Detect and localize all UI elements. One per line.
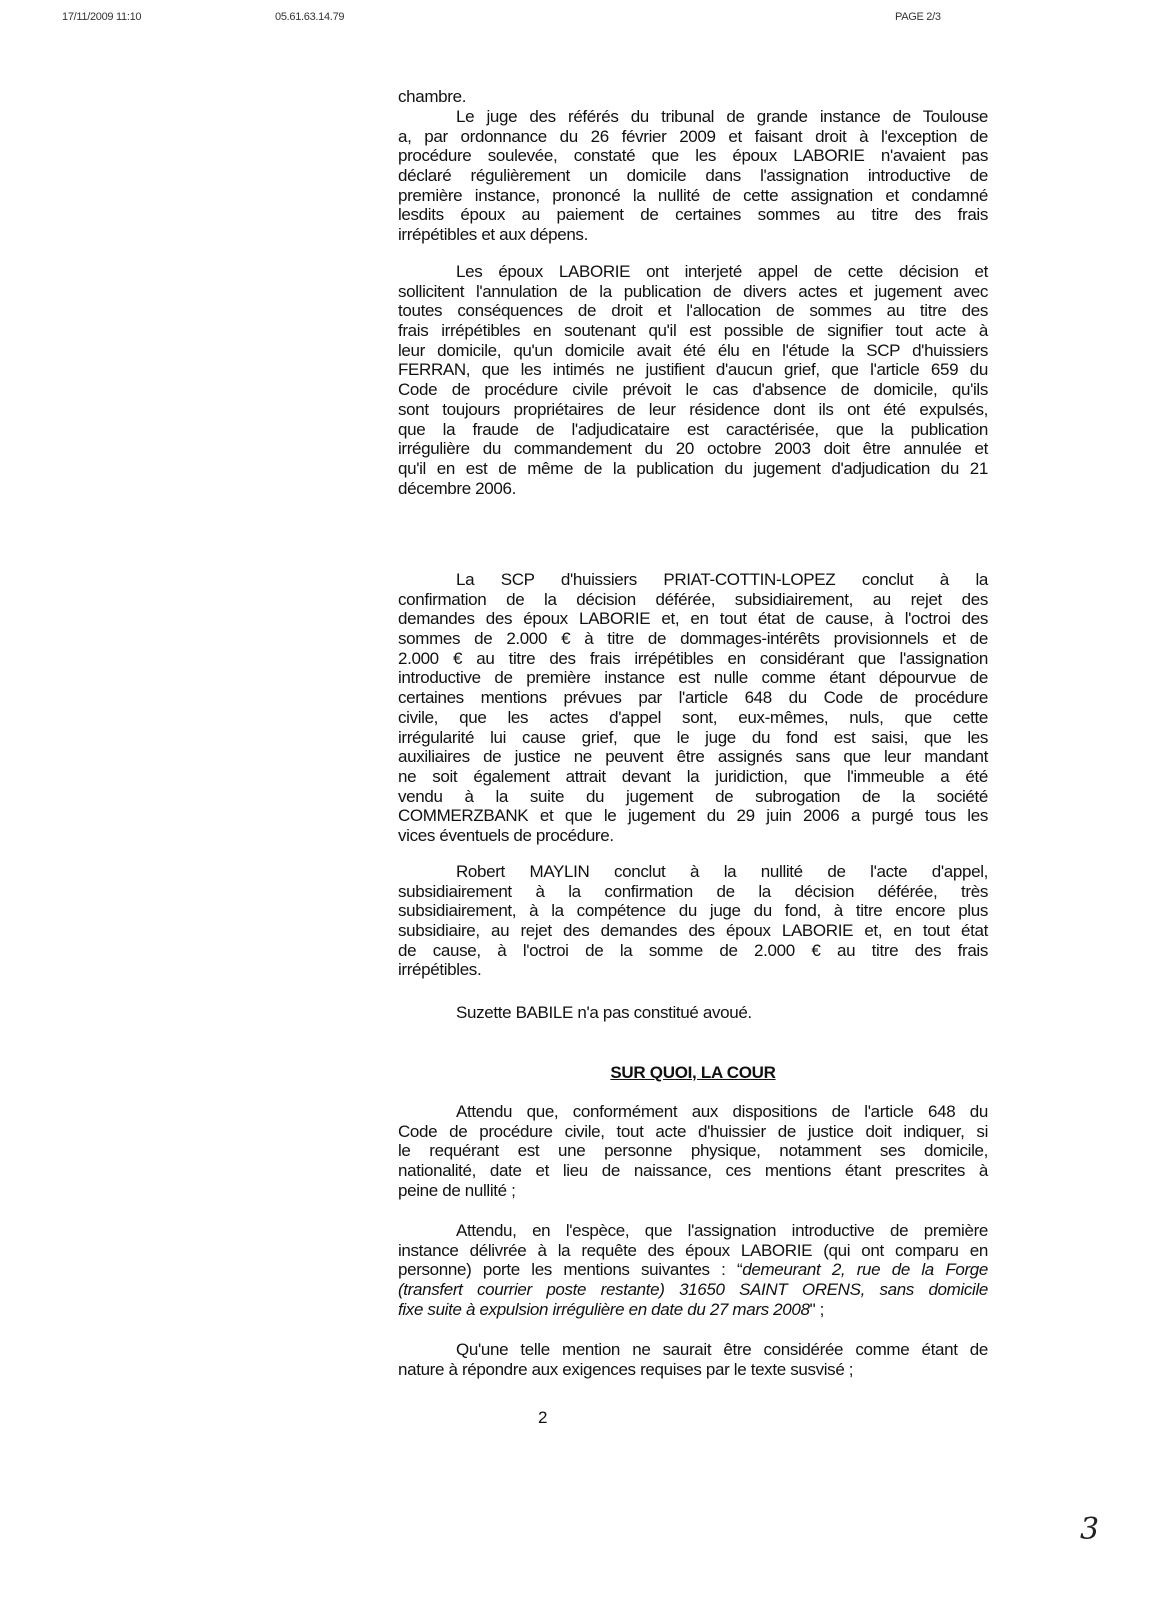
text-line: qu'il en est de même de la publication du jugement d'adjudication du 21	[398, 458, 988, 478]
text-line	[398, 1260, 988, 1280]
text-line: Le juge des référés du tribunal de grande instance de Toulouse	[456, 107, 988, 126]
paragraph	[398, 570, 988, 846]
fax-page: PAGE 2/3	[895, 11, 941, 23]
text-line: frais irrépétibles en soutenant qu'il est possible de signifier tout acte à	[398, 321, 988, 341]
paragraph	[398, 1003, 988, 1023]
text-line: subsidiairement, à la compétence du juge du fond, à titre encore plus	[398, 901, 988, 921]
text-line: nationalité, date et lieu de naissance, ces mentions étant prescrites à	[398, 1161, 988, 1181]
text-line: civile, que les actes d'appel sont, eux-mêmes, nuls, que cette	[398, 707, 988, 727]
text-line: peine de nullité ;	[398, 1180, 516, 1200]
text-line: lesdits époux au paiement de certaines sommes au titre des frais	[398, 205, 988, 225]
text-line	[398, 1300, 988, 1320]
text-line: Qu'une telle mention ne saurait être considérée comme étant de	[456, 1340, 988, 1359]
text-line: demandes des époux LABORIE et, en tout état de cause, à l'octroi des	[398, 609, 988, 629]
text-line: sollicitent l'annulation de la publication de divers actes et jugement avec	[398, 281, 988, 301]
text-line: FERRAN, que les intimés ne justifient d'aucun grief, que l'article 659 du	[398, 360, 988, 380]
text-line: déclaré régulièrement un domicile dans l'assignation introductive de	[398, 166, 988, 186]
italic-quote: fixe suite à expulsion irrégulière en date du 27 mars 2008	[398, 1299, 810, 1319]
section-heading	[398, 1063, 988, 1083]
text-line: toutes conséquences de droit et l'allocation de sommes au titre des	[398, 301, 988, 321]
handwritten-page-mark: 3	[1080, 1512, 1100, 1547]
text-segment: personne) porte les mentions suivantes : “	[398, 1260, 743, 1280]
text-line: vendu à la suite du jugement de subrogation de la société	[398, 786, 988, 806]
text-line: sont toujours propriétaires de leur résidence dont ils ont été expulsés,	[398, 399, 988, 419]
page-number: 2	[538, 1408, 548, 1427]
text-line: nature à répondre aux exigences requises par le texte susvisé ;	[398, 1359, 854, 1379]
text-line: COMMERZBANK et que le jugement du 29 juin 2006 a purgé tous les	[398, 806, 988, 826]
text-line	[398, 1280, 988, 1300]
fax-datetime: 17/11/2009 11:10	[62, 11, 142, 23]
text-line: chambre.	[398, 87, 467, 106]
text-line: sommes de 2.000 € à titre de dommages-intérêts provisionnels et de	[398, 629, 988, 649]
text-line: a, par ordonnance du 26 février 2009 et faisant droit à l'exception de	[398, 126, 988, 146]
paragraph	[398, 1102, 988, 1200]
text-line: irrépétibles et aux dépens.	[398, 225, 588, 245]
text-line: Code de procédure civile prévoit le cas d'absence de domicile, qu'ils	[398, 380, 988, 400]
text-line: Robert MAYLIN conclut à la nullité de l'acte d'appel,	[456, 862, 988, 881]
text-line: irrégulière du commandement du 20 octobre 2003 doit être annulée et	[398, 439, 988, 459]
text-line: première instance, prononcé la nullité de cette assignation et condamné	[398, 185, 988, 205]
text-line: le requérant est une personne physique, notamment ses domicile,	[398, 1141, 988, 1161]
text-line: introductive de première instance est nulle comme étant dépourvue de	[398, 668, 988, 688]
text-line: vices éventuels de procédure.	[398, 825, 614, 845]
text-line: Les époux LABORIE ont interjeté appel de cette décision et	[456, 262, 988, 281]
section-heading-text: SUR QUOI, LA COUR	[610, 1063, 776, 1082]
text-line: irrépétibles.	[398, 960, 482, 980]
text-line: subsidiairement à la confirmation de la décision déférée, très	[398, 881, 988, 901]
text-line: confirmation de la décision déférée, subsidiairement, au rejet des	[398, 589, 988, 609]
text-line: procédure soulevée, constaté que les époux LABORIE n'avaient pas	[398, 146, 988, 166]
text-line: Attendu, en l'espèce, que l'assignation introductive de première	[456, 1221, 988, 1240]
paragraph	[398, 107, 988, 245]
text-line: irrégularité lui cause grief, que le juge du fond est saisi, que les	[398, 727, 988, 747]
text-line: décembre 2006.	[398, 478, 516, 498]
paragraph	[398, 262, 988, 498]
text-line: auxiliaires de justice ne peuvent être assignés sans que leur mandant	[398, 747, 988, 767]
text-line: certaines mentions prévues par l'article 648 du Code de procédure	[398, 688, 988, 708]
italic-quote: demeurant 2, rue de la Forge	[742, 1260, 988, 1280]
text-line: subsidiaire, au rejet des demandes des époux LABORIE et, en tout état	[398, 921, 988, 941]
text-line: 2.000 € au titre des frais irrépétibles en considérant que l'assignation	[398, 648, 988, 668]
italic-quote: (transfert courrier poste restante) 31650 SAINT ORENS, sans domicile	[398, 1280, 988, 1300]
text-line: que la fraude de l'adjudicataire est caractérisée, que la publication	[398, 419, 988, 439]
text-line: leur domicile, qu'un domicile avait été élu en l'étude la SCP d'huissiers	[398, 340, 988, 360]
text-line: instance délivrée à la requête des époux LABORIE (qui ont comparu en	[398, 1240, 988, 1260]
paragraph	[398, 1221, 988, 1319]
paragraph	[398, 87, 988, 107]
text-line: de cause, à l'octroi de la somme de 2.000 € au titre des frais	[398, 940, 988, 960]
paragraph	[398, 862, 988, 980]
paragraph	[398, 1340, 988, 1379]
text-line: Attendu que, conformément aux dispositions de l'article 648 du	[456, 1102, 988, 1121]
fax-phone: 05.61.63.14.79	[275, 11, 345, 23]
text-segment: " ;	[809, 1299, 825, 1319]
text-line: ne soit également attrait devant la juridiction, que l'immeuble a été	[398, 766, 988, 786]
text-line: Code de procédure civile, tout acte d'huissier de justice doit indiquer, si	[398, 1121, 988, 1141]
text-line: Suzette BABILE n'a pas constitué avoué.	[456, 1003, 752, 1022]
text-line: La SCP d'huissiers PRIAT-COTTIN-LOPEZ conclut à la	[456, 570, 988, 589]
